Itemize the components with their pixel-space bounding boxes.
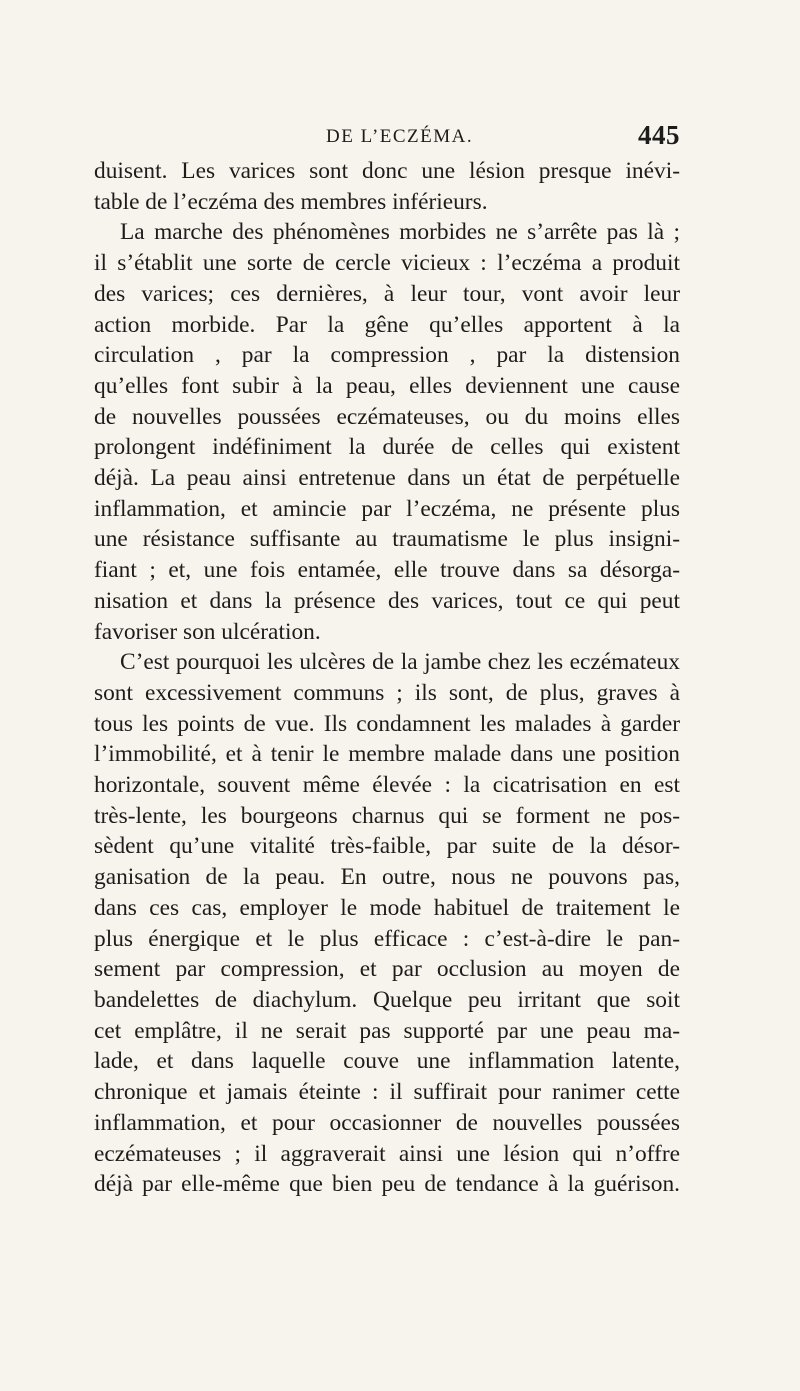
text-line: très-lente, les bourgeons charnus qui se forment ne pos- <box>94 802 680 829</box>
text-line: qu’elles font subir à la peau, elles deviennent une cause <box>94 372 680 399</box>
text-line: bandelettes de diachylum. Quelque peu irritant que soit <box>94 986 680 1013</box>
text-line: La marche des phénomènes morbides ne s’arrête pas là ; <box>120 219 680 246</box>
text-line: favoriser son ulcération. <box>94 618 321 645</box>
text-line: C’est pourquoi les ulcères de la jambe chez les eczémateux <box>120 649 680 676</box>
text-line: sement par compression, et par occlusion au moyen de <box>94 956 680 983</box>
text-line: des varices; ces dernières, à leur tour, vont avoir leur <box>94 280 680 307</box>
text-line: fiant ; et, une fois entamée, elle trouve dans sa désorga- <box>94 557 680 584</box>
text-line: horizontale, souvent même élevée : la cicatrisation en est <box>94 772 680 799</box>
text-line: inflammation, et amincie par l’eczéma, ne présente plus <box>94 495 680 522</box>
text-line: cet emplâtre, il ne serait pas supporté par une peau ma- <box>94 1017 680 1044</box>
text-line: une résistance suffisante au traumatisme le plus insigni- <box>94 526 680 553</box>
text-line: duisent. Les varices sont donc une lésion presque inévi- <box>94 158 680 184</box>
text-line: chronique et jamais éteinte : il suffirait pour ranimer cette <box>94 1079 680 1106</box>
text-line: tous les points de vue. Ils condamnent les malades à garder <box>94 710 680 737</box>
text-line: nisation et dans la présence des varices, tout ce qui peut <box>94 587 680 614</box>
text-line: il s’établit une sorte de cercle vicieux : l’eczéma a produit <box>94 250 680 277</box>
running-head-title: DE L’ECZÉMA. <box>326 126 474 147</box>
text-line: table de l’eczéma des membres inférieurs. <box>94 188 488 215</box>
running-head <box>94 118 680 156</box>
text-line: sèdent qu’une vitalité très-faible, par suite de la désor- <box>94 833 680 860</box>
text-line: l’immobilité, et à tenir le membre malade dans une position <box>94 741 680 768</box>
text-line: action morbide. Par la gêne qu’elles apportent à la <box>94 311 680 338</box>
text-line: eczémateuses ; il aggraverait ainsi une lésion qui n’offre <box>94 1140 680 1167</box>
text-line: déjà. La peau ainsi entretenue dans un état de perpétuelle <box>94 465 680 492</box>
text-line: sont excessivement communs ; ils sont, de plus, graves à <box>94 679 680 706</box>
text-line: circulation , par la compression , par la distension <box>94 342 680 369</box>
text-line: de nouvelles poussées eczémateuses, ou du moins elles <box>94 403 680 430</box>
text-line: prolongent indéfiniment la durée de celles qui existent <box>94 434 680 461</box>
text-line: dans ces cas, employer le mode habituel de traitement le <box>94 894 680 921</box>
page-number: 445 <box>638 120 680 150</box>
body-text <box>94 156 680 1200</box>
text-line: déjà par elle-même que bien peu de tendance à la guérison. <box>94 1171 680 1198</box>
book-page <box>94 118 680 1200</box>
text-line: inflammation, et pour occasionner de nouvelles poussées <box>94 1109 680 1136</box>
text-line: ganisation de la peau. En outre, nous ne pouvons pas, <box>94 864 680 891</box>
text-line: plus énergique et le plus efficace : c’est-à-dire le pan- <box>94 925 680 952</box>
text-line: lade, et dans laquelle couve une inflammation latente, <box>94 1048 680 1075</box>
